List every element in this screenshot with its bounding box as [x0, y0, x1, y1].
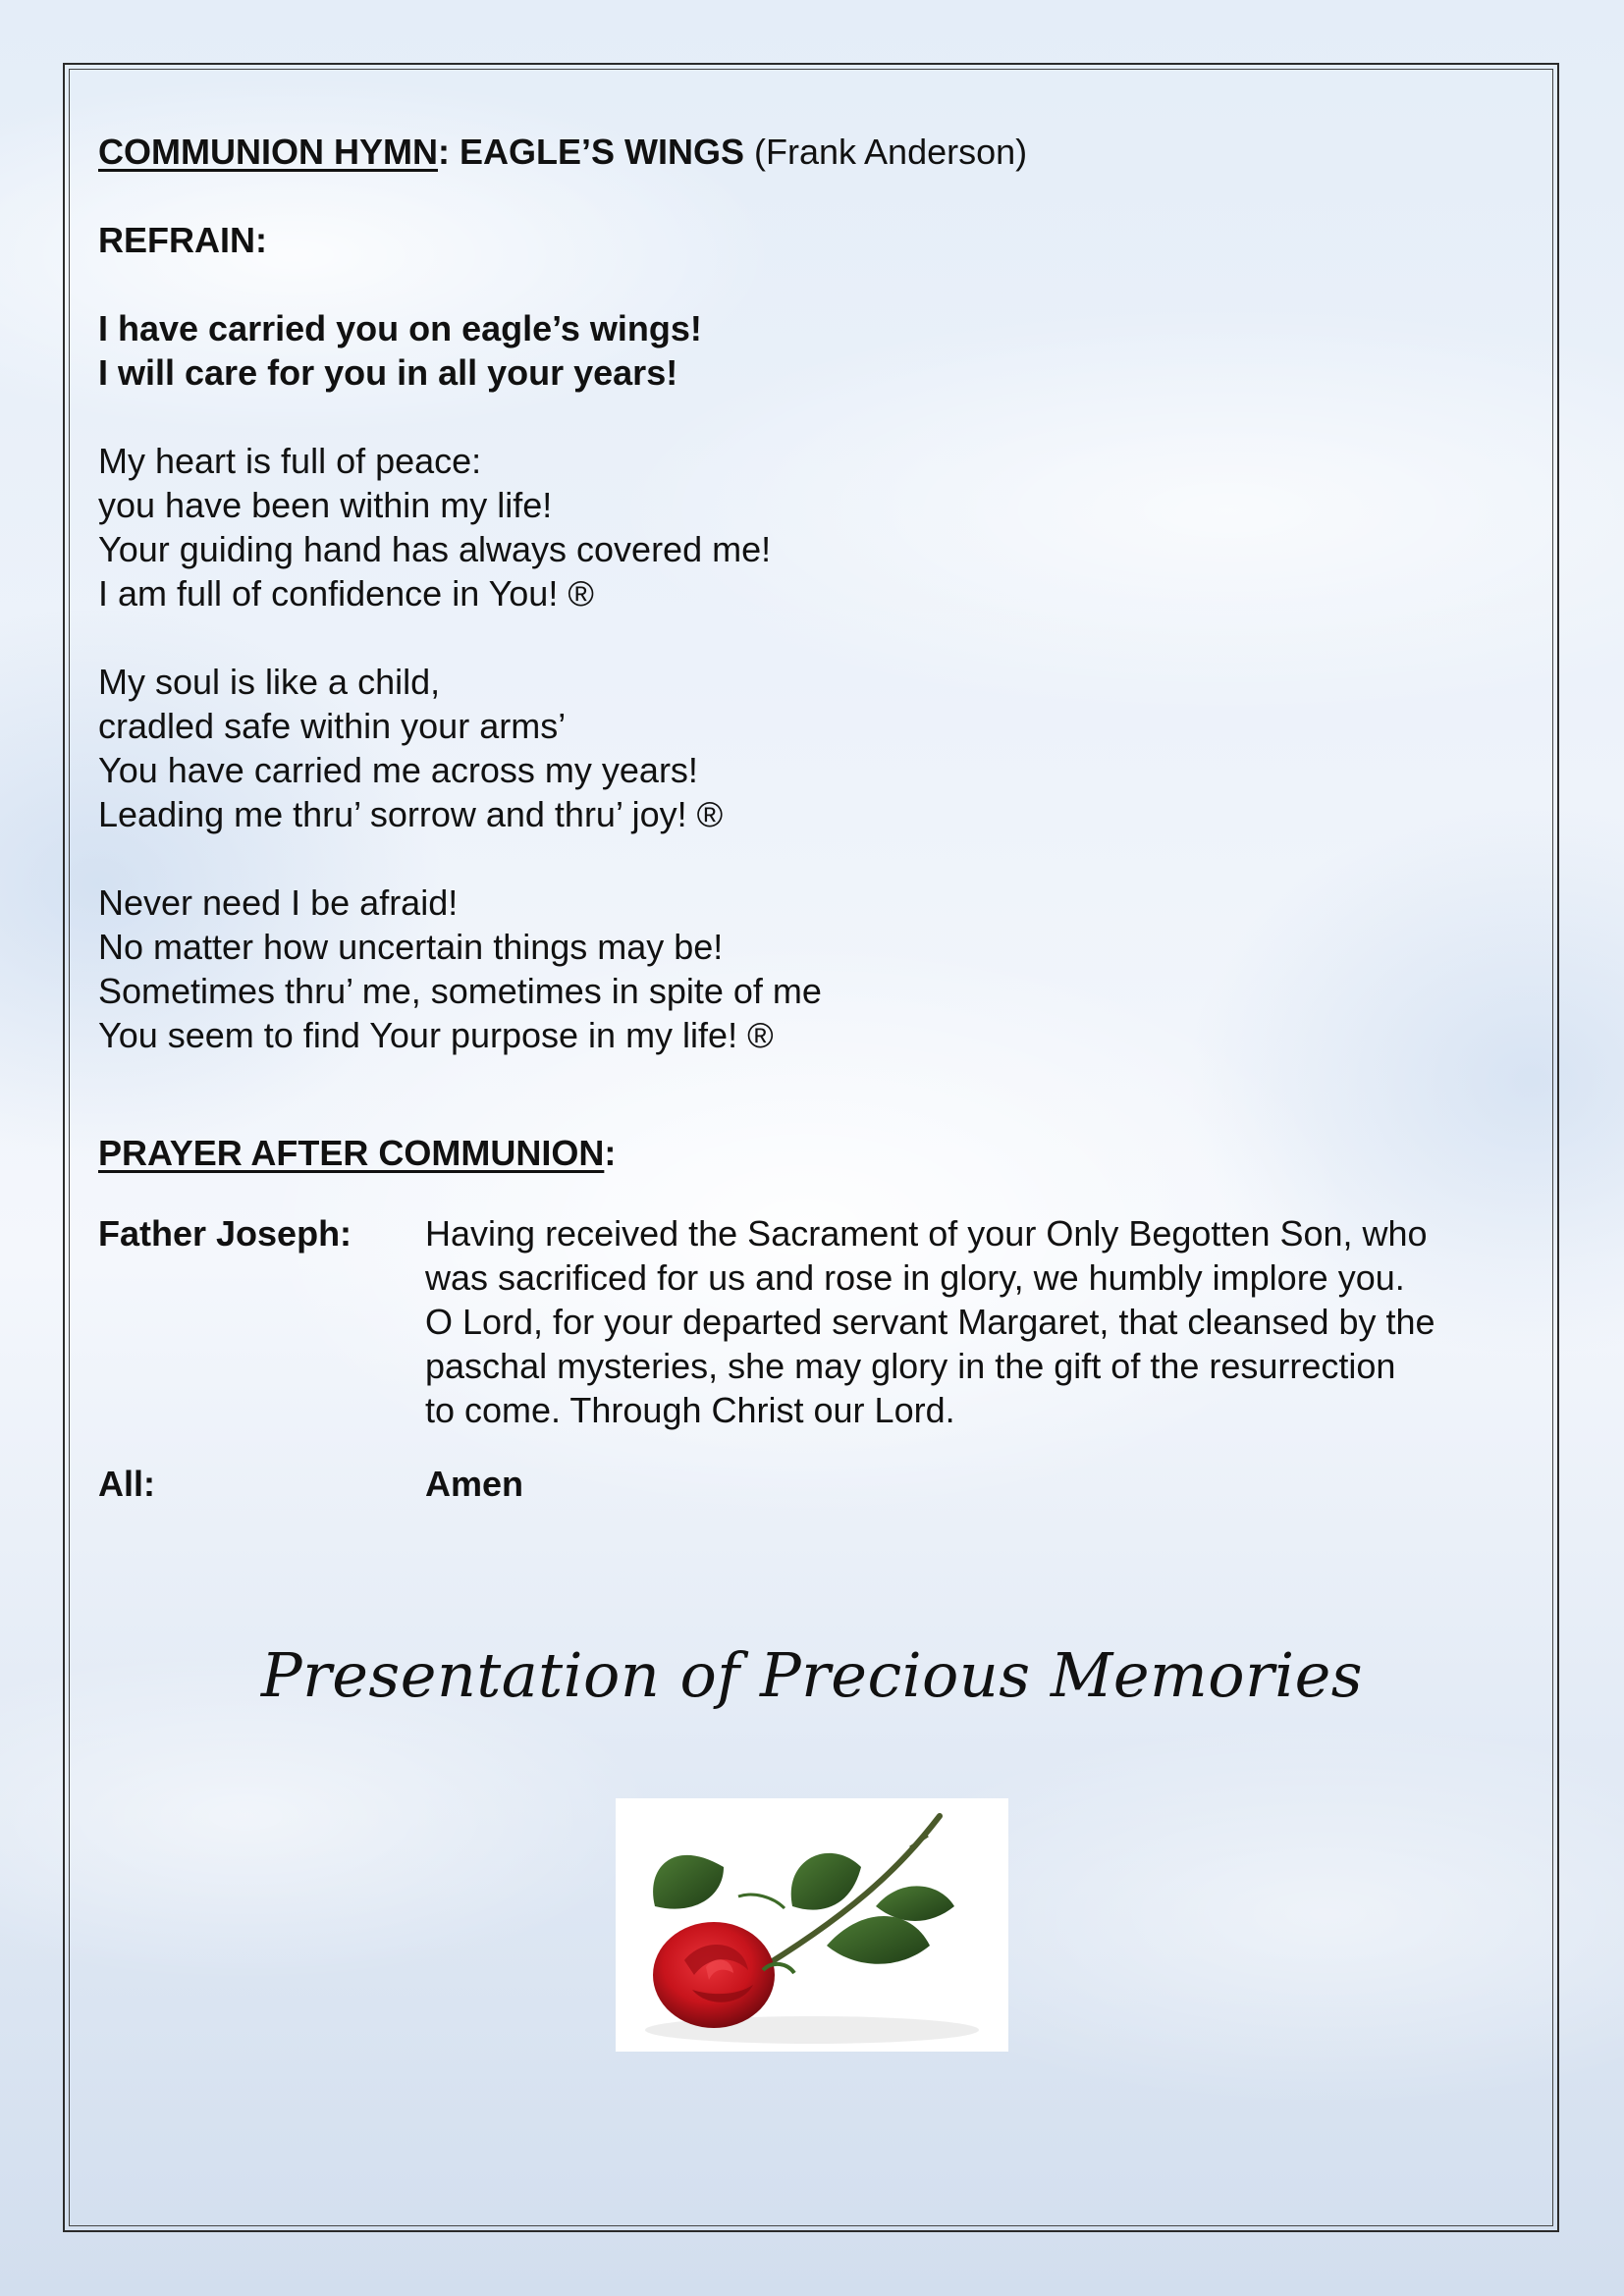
congregation-label: All:	[98, 1464, 155, 1504]
refrain-stanza	[98, 306, 1532, 395]
verse-line: Sometimes thru’ me, sometimes in spite of me	[98, 971, 822, 1011]
prayer-heading-label: PRAYER AFTER COMMUNION	[98, 1133, 605, 1173]
communion-hymn-heading	[98, 130, 1532, 174]
verse-3	[98, 881, 1532, 1057]
refrain-line: I will care for you in all your years!	[98, 352, 678, 393]
prayer-line: O Lord, for your departed servant Margaret, that cleansed by the	[425, 1302, 1435, 1342]
priest-prayer-text	[425, 1211, 1525, 1432]
priest-prayer-row	[98, 1211, 1532, 1432]
congregation-response-row	[98, 1462, 1532, 1506]
program-page-content	[98, 130, 1532, 1506]
verse-line: I am full of confidence in You! ®	[98, 573, 594, 614]
communion-hymn-label-colon: :	[437, 132, 450, 172]
verse-line: My heart is full of peace:	[98, 441, 482, 481]
verse-line: Your guiding hand has always covered me!	[98, 529, 772, 569]
refrain-label: REFRAIN:	[98, 220, 267, 260]
verse-line: Never need I be afraid!	[98, 882, 459, 923]
prayer-line: Having received the Sacrament of your Only Begotten Son, who	[425, 1213, 1428, 1254]
hymn-title: EAGLE’S WINGS	[449, 132, 745, 172]
verse-line: You seem to find Your purpose in my life! ®	[98, 1015, 774, 1055]
prayer-heading-colon: :	[604, 1133, 617, 1173]
red-rose-icon	[616, 1798, 1008, 2052]
verse-2	[98, 660, 1532, 836]
prayer-line: was sacrificed for us and rose in glory, we humbly implore you.	[425, 1257, 1405, 1298]
verse-line: you have been within my life!	[98, 485, 553, 525]
verse-line: My soul is like a child,	[98, 662, 441, 702]
presentation-title: Presentation of Precious Memories	[260, 1639, 1364, 1711]
refrain-line: I have carried you on eagle’s wings!	[98, 308, 702, 348]
verse-1	[98, 439, 1532, 615]
verse-line: No matter how uncertain things may be!	[98, 927, 724, 967]
congregation-response: Amen	[425, 1464, 524, 1504]
verse-line: Leading me thru’ sorrow and thru’ joy! ®	[98, 794, 724, 834]
prayer-line: paschal mysteries, she may glory in the gift of the resurrection	[425, 1346, 1396, 1386]
priest-name: Father Joseph:	[98, 1213, 352, 1254]
prayer-line: to come. Through Christ our Lord.	[425, 1390, 955, 1430]
verse-line: You have carried me across my years!	[98, 750, 698, 790]
hymn-composer: (Frank Anderson)	[744, 132, 1028, 172]
communion-hymn-label: COMMUNION HYMN	[98, 132, 438, 172]
prayer-after-communion-heading	[98, 1131, 1532, 1175]
rose-image	[616, 1798, 1008, 2052]
verse-line: cradled safe within your arms’	[98, 706, 567, 746]
